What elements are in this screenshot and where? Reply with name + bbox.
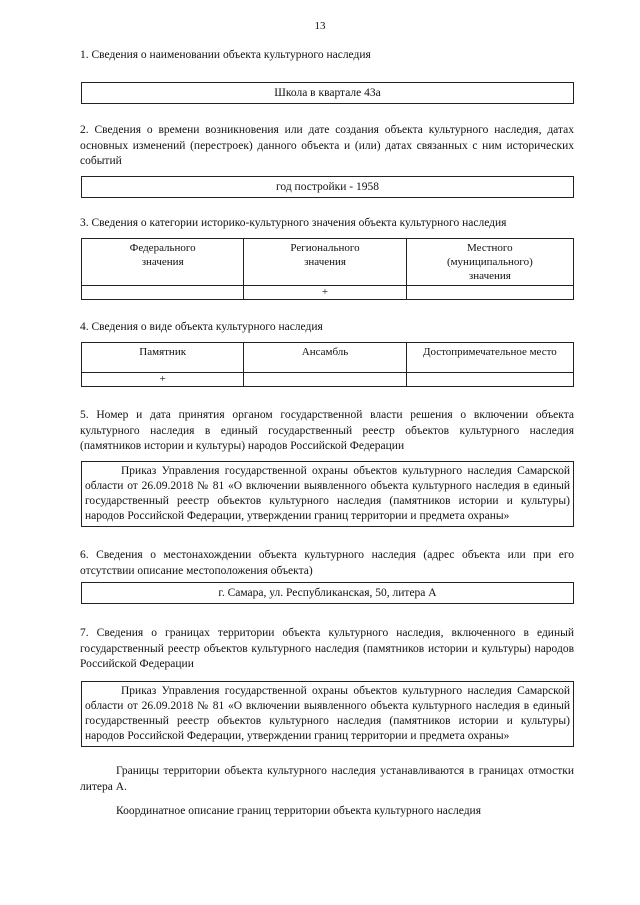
category-mark-regional: + bbox=[244, 286, 406, 300]
registry-decision-box: Приказ Управления государственной охраны объектов культурного наследия Самарской области от 26.09.2018 № 81 «О включении выявленного объекта культурного наследия в единый государственный реестр объектов культурного наследия (памятников истории и культуры) народов Российской Федерации, утверждении границ территории и предмета охраны» bbox=[81, 461, 574, 527]
section-5-heading: 5. Номер и дата принятия органом государственной власти решения о включении объекта культурного наследия в единый государственный реестр объектов культурного наследия (памятников истории и культуры) народов Российской Федерации bbox=[80, 409, 574, 452]
category-header-regional: Регионального значения bbox=[244, 239, 406, 286]
type-mark-landmark bbox=[406, 373, 573, 387]
section-4-heading: 4. Сведения о виде объекта культурного наследия bbox=[80, 321, 323, 333]
category-mark-local bbox=[406, 286, 573, 300]
location-value: г. Самара, ул. Республиканская, 50, литера А bbox=[218, 587, 437, 599]
type-mark-monument: + bbox=[82, 373, 244, 387]
creation-date-box bbox=[81, 176, 574, 198]
location-box bbox=[81, 582, 574, 604]
type-header-ensemble: Ансамбль bbox=[244, 343, 406, 373]
category-table bbox=[81, 238, 574, 300]
creation-date-value: год постройки - 1958 bbox=[275, 181, 379, 193]
section-1-heading: 1. Сведения о наименовании объекта культурного наследия bbox=[80, 49, 371, 61]
section-6-heading: 6. Сведения о местонахождении объекта культурного наследия (адрес объекта или при его отсутствии описание местоположения объекта) bbox=[80, 549, 574, 577]
territory-decision-box: Приказ Управления государственной охраны объектов культурного наследия Самарской области от 26.09.2018 № 81 «О включении выявленного объекта культурного наследия в единый государственный реестр объектов культурного наследия (памятников истории и культуры) народов Российской Федерации, утверждении границ территории и предмета охраны» bbox=[81, 681, 574, 747]
section-7-heading: 7. Сведения о границах территории объекта культурного наследия, включенного в единый государственный реестр объектов культурного наследия (памятников истории и культуры) народов Российской Федерации bbox=[80, 627, 574, 670]
type-table bbox=[81, 342, 574, 387]
type-header-landmark: Достопримечательное место bbox=[406, 343, 573, 373]
object-name-box bbox=[81, 82, 574, 104]
category-header-local: Местного (муниципального) значения bbox=[406, 239, 573, 286]
type-mark-ensemble bbox=[244, 373, 406, 387]
section-2-heading: 2. Сведения о времени возникновения или дате создания объекта культурного наследия, датах основных изменений (перестроек) данного объекта и (или) датах связанных с ним исторических событий bbox=[80, 124, 574, 167]
category-mark-federal bbox=[82, 286, 244, 300]
territory-boundary-note: Границы территории объекта культурного наследия устанавливаются в границах отмостки литера А. bbox=[80, 765, 574, 793]
object-name-value: Школа в квартале 43а bbox=[274, 87, 381, 99]
section-3-heading: 3. Сведения о категории историко-культурного значения объекта культурного наследия bbox=[80, 217, 507, 229]
coordinates-heading: Координатное описание границ территории объекта культурного наследия bbox=[116, 805, 482, 817]
page-number: 13 bbox=[314, 20, 326, 32]
category-header-federal: Федерального значения bbox=[82, 239, 244, 286]
type-header-monument: Памятник bbox=[82, 343, 244, 373]
